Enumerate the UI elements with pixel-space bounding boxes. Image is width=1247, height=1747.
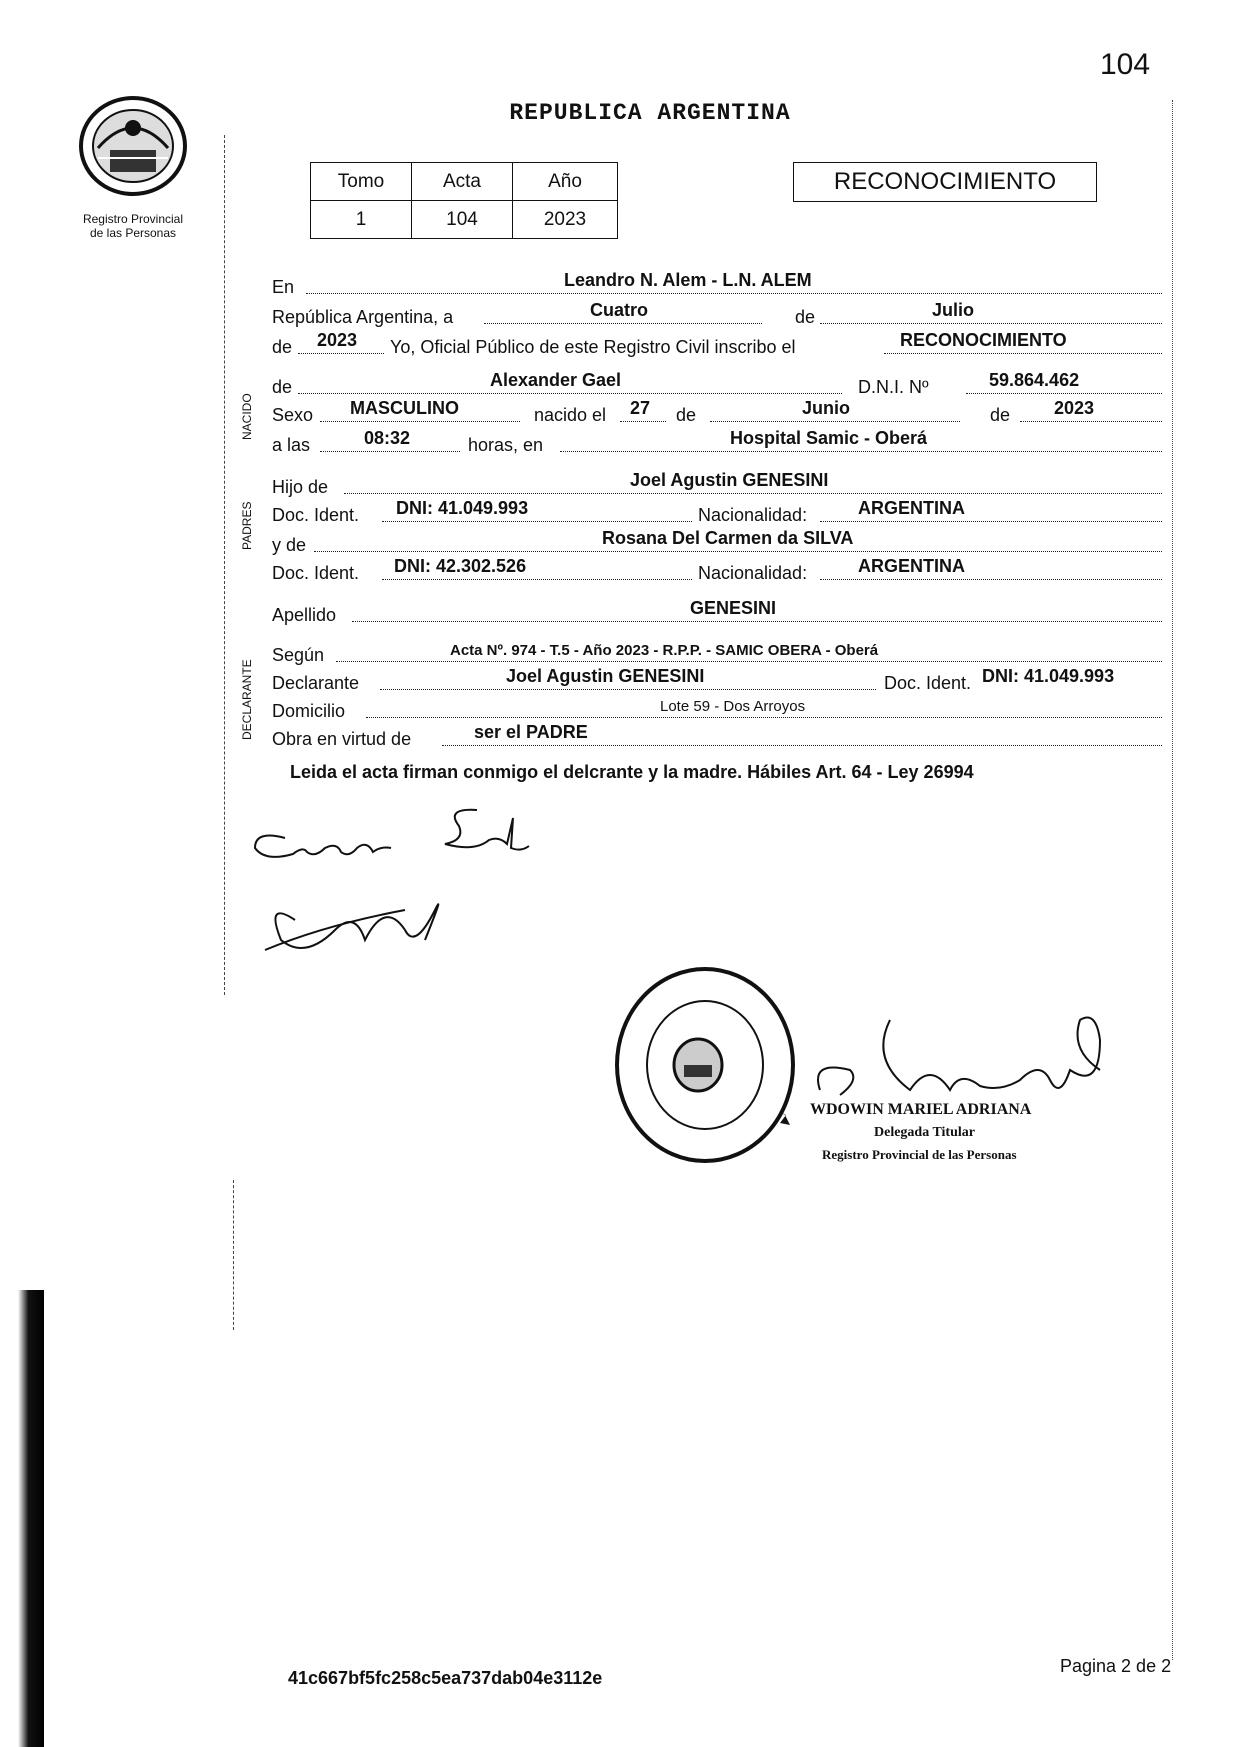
label-segun: Según (272, 645, 325, 665)
label-y-de: y de (272, 535, 307, 555)
document-hash: 41c667bf5fc258c5ea737dab04e3112e (288, 1668, 603, 1688)
value-lugar-nac: Hospital Samic - Oberá (730, 428, 928, 448)
row-hora (272, 426, 1152, 456)
label-nacido-el: nacido el (534, 405, 607, 425)
row-nombre (272, 368, 1152, 398)
dotted-line (314, 551, 1162, 552)
value-hora: 08:32 (364, 428, 411, 448)
official-stamp (610, 965, 800, 1165)
label-declarante: Declarante (272, 673, 360, 693)
row-apellido (272, 596, 1152, 626)
section-label-padres: PADRES (240, 501, 254, 550)
value-apellido: GENESINI (690, 598, 777, 618)
dotted-line (366, 717, 1162, 718)
row-padre-doc (272, 496, 1152, 526)
dotted-line (1020, 421, 1162, 422)
logo-caption-line2: de las Personas (89, 226, 177, 240)
value-madre-doc: DNI: 42.302.526 (394, 556, 527, 576)
row-madre (272, 526, 1152, 556)
dotted-line (382, 521, 692, 522)
label-obra: Obra en virtud de (272, 729, 412, 749)
value-acto: RECONOCIMIENTO (900, 330, 1067, 350)
dotted-line (320, 451, 460, 452)
row-segun (272, 636, 1152, 666)
page-number: 104 (1100, 48, 1151, 81)
row-en (272, 268, 1152, 298)
value-sexo: MASCULINO (350, 398, 459, 418)
dotted-line (382, 579, 692, 580)
page-indicator: Pagina 2 de 2 (1060, 1656, 1172, 1676)
dotted-line (710, 421, 960, 422)
dotted-line (820, 579, 1162, 580)
value-nombre: Alexander Gael (490, 370, 622, 390)
label-yo: Yo, Oficial Público de este Registro Civil inscribo el (390, 337, 796, 357)
value-lugar: Leandro N. Alem - L.N. ALEM (564, 270, 812, 290)
acta-header: Acta (412, 163, 513, 201)
value-madre: Rosana Del Carmen da SILVA (602, 528, 854, 548)
row-madre-doc (272, 554, 1152, 584)
section-label-declarante: DECLARANTE (240, 659, 254, 740)
label-apellido: Apellido (272, 605, 337, 625)
margin-line (224, 135, 225, 995)
value-padre: Joel Agustin GENESINI (630, 470, 829, 490)
label-republica: República Argentina, a (272, 307, 454, 327)
label-en: En (272, 277, 295, 297)
value-padre-doc: DNI: 41.049.993 (396, 498, 529, 518)
act-type-box: RECONOCIMIENTO (793, 162, 1097, 202)
row-obra (272, 720, 1152, 750)
row-declarante (272, 664, 1152, 694)
dotted-line (352, 621, 1162, 622)
tomo-value: 1 (311, 201, 412, 239)
label-de-name: de (272, 377, 293, 397)
value-nac-mes: Junio (802, 398, 850, 418)
logo-caption-line1: Registro Provincial (82, 212, 184, 226)
label-de-dia: de (676, 405, 697, 425)
dotted-line (344, 493, 1162, 494)
value-nac-dia: 27 (630, 398, 651, 418)
official-signature (800, 1000, 1130, 1110)
value-domicilio: Lote 59 - Dos Arroyos (660, 698, 806, 715)
dotted-line (620, 421, 666, 422)
dotted-line (820, 323, 1162, 324)
acta-value: 104 (412, 201, 513, 239)
registry-table (310, 162, 618, 239)
row-acto (272, 328, 1152, 358)
official-org: Registro Provincial de las Personas (822, 1147, 1017, 1162)
margin-line-lower (233, 1180, 234, 1330)
official-role: Delegada Titular (874, 1125, 975, 1140)
value-obra: ser el PADRE (474, 722, 588, 742)
dotted-line (884, 353, 1162, 354)
value-declarante-doc: DNI: 41.049.993 (982, 666, 1115, 686)
dotted-line (966, 393, 1162, 394)
label-de-anio: de (990, 405, 1011, 425)
value-declarante: Joel Agustin GENESINI (506, 666, 705, 686)
label-de-mid: de (795, 307, 816, 327)
dotted-line (306, 293, 1162, 294)
value-anio: 2023 (317, 330, 358, 350)
label-dni: D.N.I. Nº (858, 377, 929, 397)
right-margin-line (1172, 100, 1173, 1660)
logo-caption (58, 212, 208, 240)
dotted-line (484, 323, 762, 324)
section-label-nacido: NACIDO (240, 393, 254, 440)
dotted-line (298, 353, 384, 354)
handwritten-signatures (245, 800, 575, 980)
label-de-start: de (272, 337, 293, 357)
dotted-line (560, 451, 1162, 452)
label-domicilio: Domicilio (272, 701, 346, 721)
label-doc-ident: Doc. Ident. (272, 505, 360, 525)
label-hijo-de: Hijo de (272, 477, 329, 497)
label-doc-ident-madre: Doc. Ident. (272, 563, 360, 583)
document-title: REPUBLICA ARGENTINA (509, 100, 791, 126)
value-madre-nac: ARGENTINA (858, 556, 965, 576)
label-horas-en: horas, en (468, 435, 544, 455)
row-sexo (272, 396, 1152, 426)
label-nacionalidad-madre: Nacionalidad: (698, 563, 808, 583)
value-nac-anio: 2023 (1054, 398, 1095, 418)
value-dia: Cuatro (590, 300, 648, 320)
row-domicilio (272, 692, 1152, 722)
dotted-line (820, 521, 1162, 522)
value-segun: Acta Nº. 974 - T.5 - Año 2023 - R.P.P. - SAMIC OBERA - Oberá (450, 642, 879, 659)
value-padre-nac: ARGENTINA (858, 498, 965, 518)
value-mes: Julio (932, 300, 975, 320)
row-fecha (272, 298, 1152, 328)
anio-value: 2023 (513, 201, 618, 239)
closing-statement: Leida el acta firman conmigo el delcrante y la madre. Hábiles Art. 64 - Ley 26994 (290, 762, 974, 782)
label-sexo: Sexo (272, 405, 314, 425)
province-seal-logo (68, 88, 198, 200)
row-padre (272, 468, 1152, 498)
label-doc-ident-decl: Doc. Ident. (884, 673, 972, 693)
value-dni: 59.864.462 (989, 370, 1080, 390)
dotted-line (298, 393, 842, 394)
dotted-line (380, 689, 876, 690)
dotted-line (336, 661, 1162, 662)
tomo-header: Tomo (311, 163, 412, 201)
label-a-las: a las (272, 435, 311, 455)
dotted-line (442, 745, 1162, 746)
dotted-line (320, 421, 520, 422)
official-name: WDOWIN MARIEL ADRIANA (810, 1101, 1032, 1118)
label-nacionalidad: Nacionalidad: (698, 505, 808, 525)
anio-header: Año (513, 163, 618, 201)
scan-edge-shadow (18, 1290, 44, 1747)
